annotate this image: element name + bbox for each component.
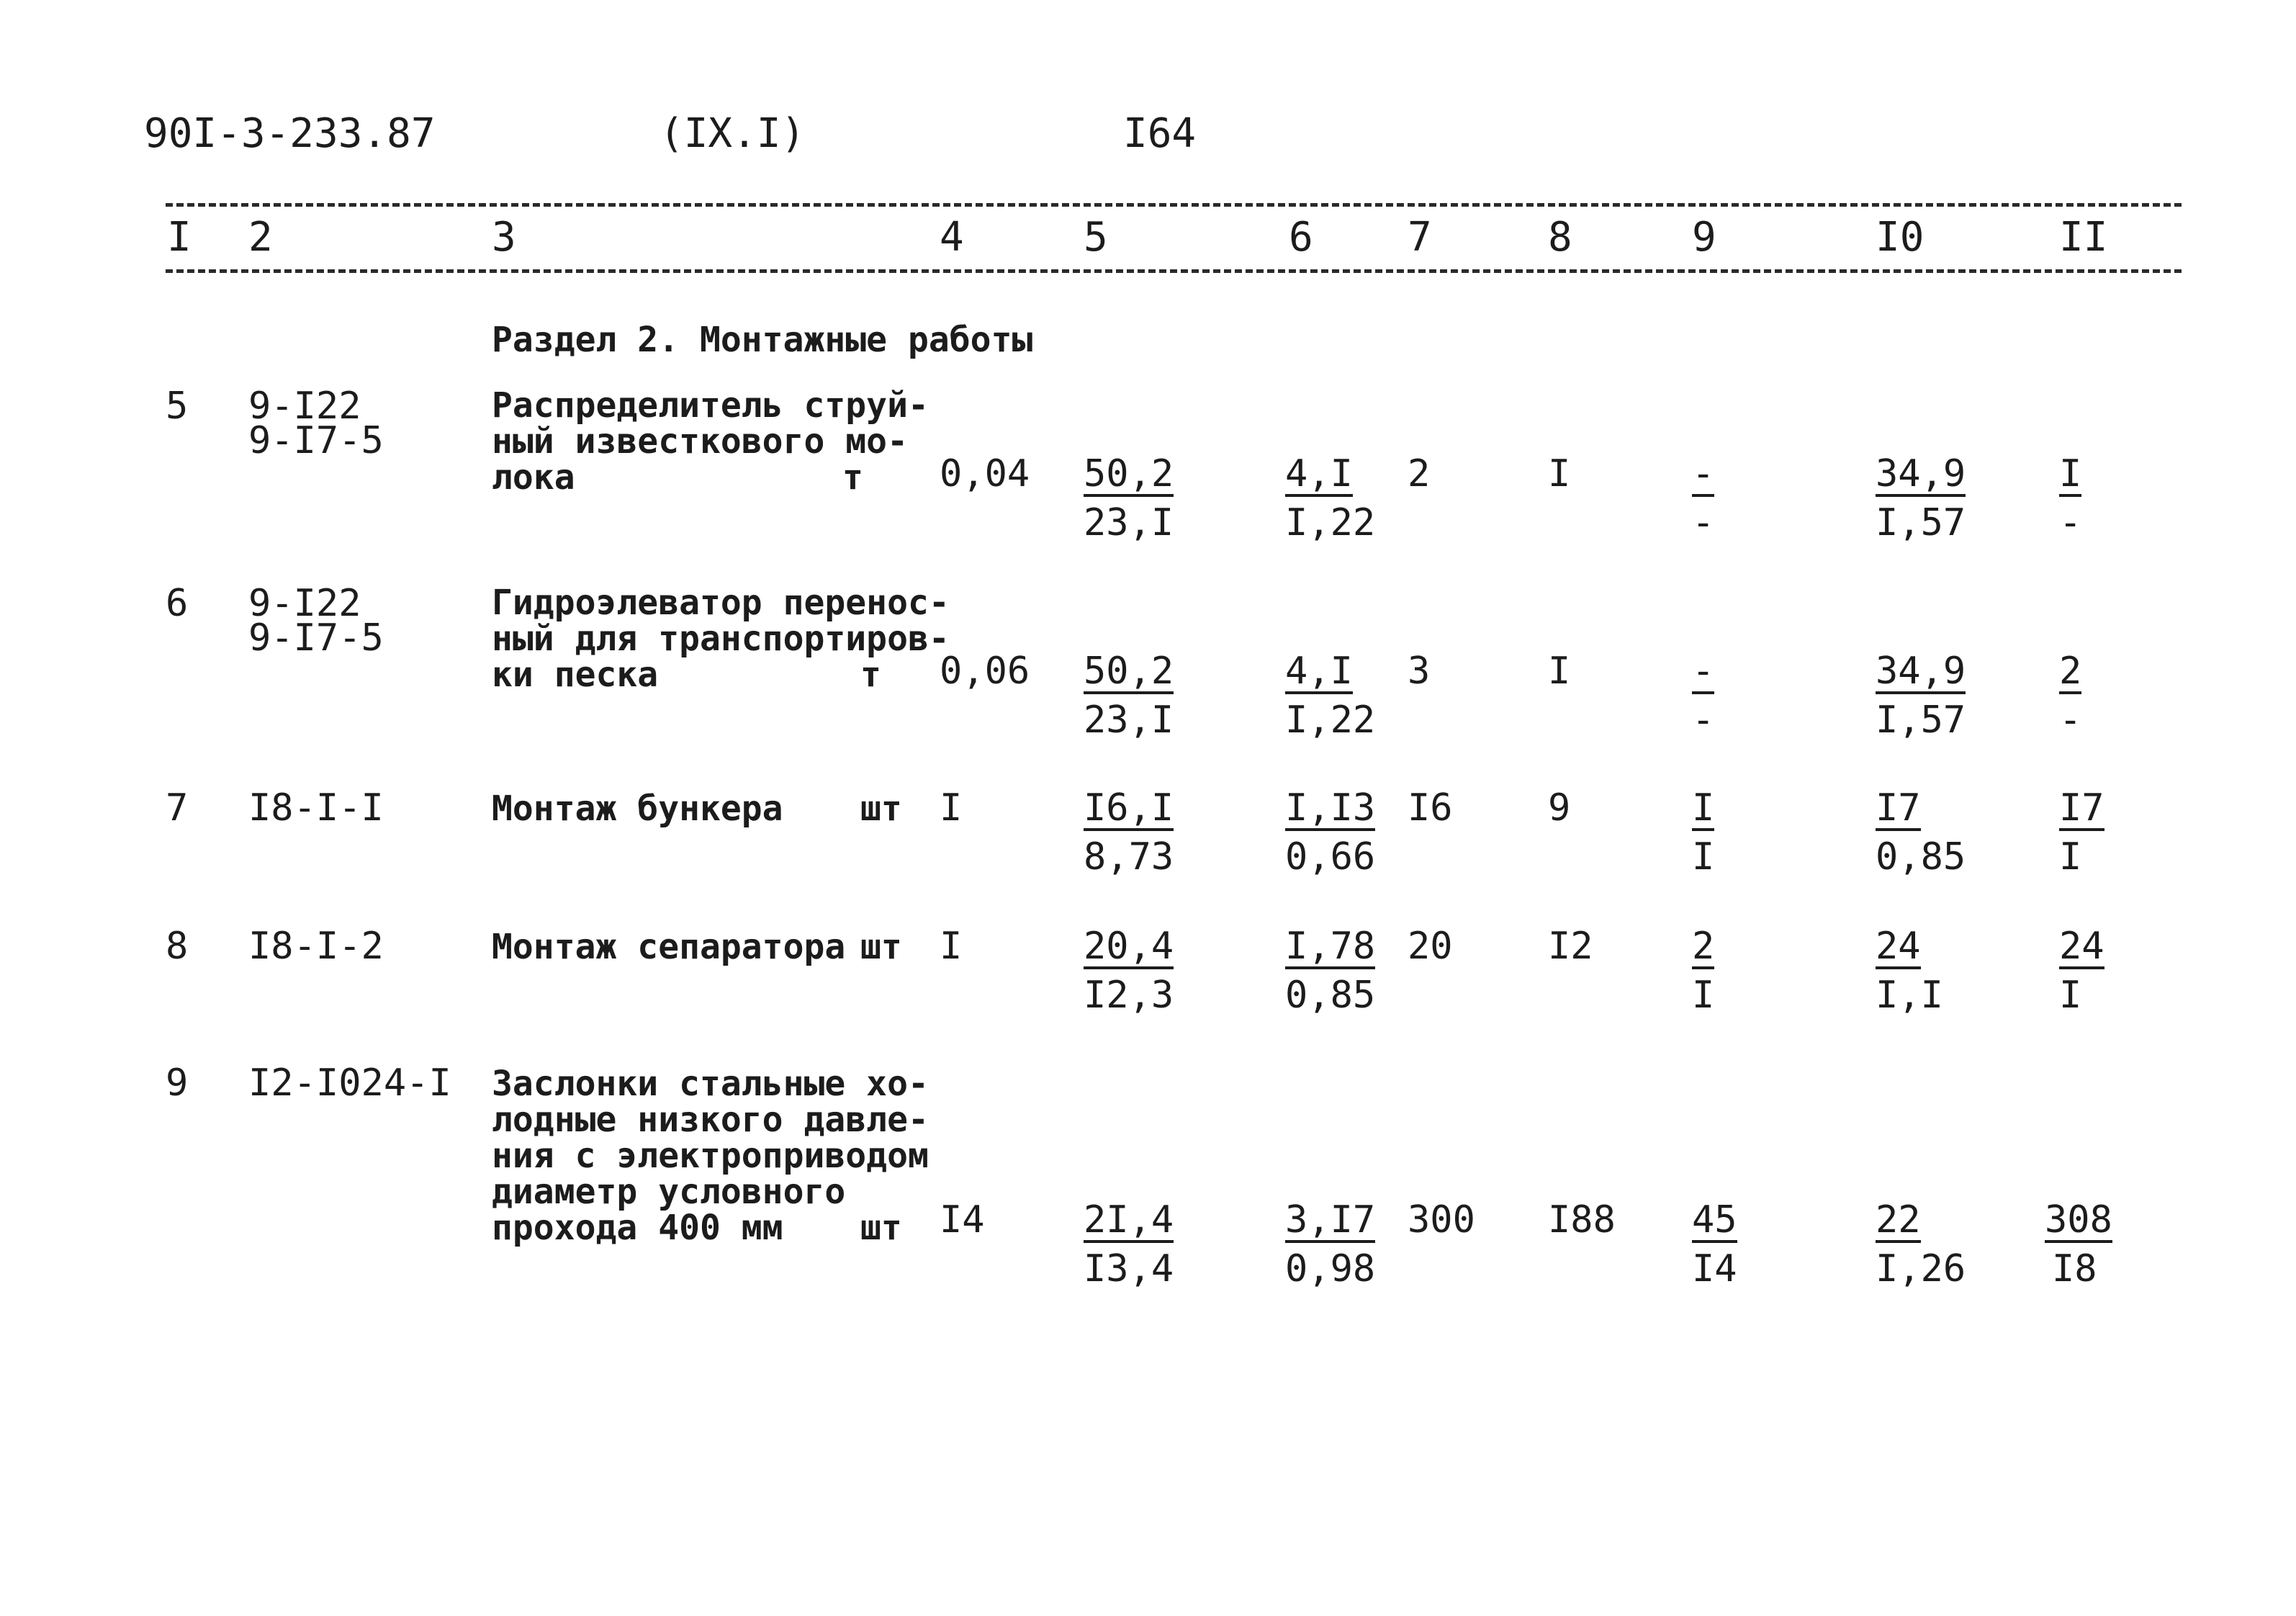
col11-bottom: - (2059, 699, 2082, 742)
work-description: Заслонки стальные хо- (492, 1064, 929, 1104)
work-description: прохода 400 мм (492, 1208, 783, 1248)
col6-bottom: 0,66 (1285, 835, 1376, 879)
col6-bottom: I,22 (1285, 501, 1376, 544)
row-number: 7 (166, 786, 189, 830)
work-description: ный для транспортиров- (492, 619, 950, 659)
row-number: 5 (166, 385, 189, 428)
col10-top: 24 (1876, 925, 1921, 968)
col10-top: 22 (1876, 1198, 1921, 1242)
quantity: I4 (940, 1198, 985, 1242)
col7: 300 (1408, 1198, 1475, 1242)
col11-top: 2 (2059, 650, 2082, 693)
col-header-7: 7 (1408, 214, 1432, 261)
col10-bottom: I,57 (1876, 501, 1966, 544)
unit: т (842, 457, 863, 498)
col5-bottom: 23,I (1084, 501, 1174, 544)
col5-bottom: 23,I (1084, 699, 1174, 742)
col10-bottom: I,26 (1876, 1247, 1966, 1290)
col8: I (1548, 650, 1571, 693)
page-number: I64 (1123, 110, 1197, 157)
work-description: лодные низкого давле- (492, 1100, 929, 1140)
col6-top: I,78 (1285, 925, 1376, 968)
work-description: ния с электроприводом (492, 1136, 929, 1176)
header-rule-top (166, 203, 2182, 207)
col6-top: 4,I (1285, 452, 1353, 495)
col-header-9: 9 (1692, 214, 1716, 261)
col5-top: 50,2 (1084, 452, 1174, 495)
row-number: 6 (166, 582, 189, 625)
col-header-10: I0 (1876, 214, 1924, 261)
col7: 2 (1408, 452, 1431, 495)
col9-top: I (1692, 786, 1715, 830)
norm-code: I8-I-2 (248, 925, 384, 968)
header-rule-bottom (166, 269, 2182, 273)
work-description: ный известкового мо- (492, 421, 908, 462)
quantity: I (940, 786, 963, 830)
col10-bottom: I,57 (1876, 699, 1966, 742)
work-description: Монтаж бункера (492, 789, 783, 829)
quantity: I (940, 925, 963, 968)
col-header-5: 5 (1084, 214, 1108, 261)
norm-code: I2-I024-I (248, 1061, 451, 1105)
work-description: диаметр условного (492, 1172, 846, 1212)
col9-bottom: I (1692, 974, 1715, 1017)
col9-top: - (1692, 452, 1715, 495)
col5-top: 50,2 (1084, 650, 1174, 693)
norm-code: 9-I22 (248, 582, 361, 625)
col11-top: I (2059, 452, 2082, 495)
col5-top: 2I,4 (1084, 1198, 1174, 1242)
norm-code: 9-I7-5 (248, 419, 384, 462)
col11-bottom: I (2059, 974, 2082, 1017)
col6-bottom: 0,85 (1285, 974, 1376, 1017)
work-description: Монтаж сепаратора (492, 927, 846, 967)
col9-top: - (1692, 650, 1715, 693)
col6-bottom: 0,98 (1285, 1247, 1376, 1290)
col9-bottom: I4 (1692, 1247, 1737, 1290)
col9-bottom: I (1692, 835, 1715, 879)
col7: 20 (1408, 925, 1453, 968)
section-title: Раздел 2. Монтажные работы (492, 320, 1033, 360)
col-header-6: 6 (1289, 214, 1313, 261)
col8: I (1548, 452, 1571, 495)
col5-bottom: I3,4 (1084, 1247, 1174, 1290)
col9-top: 45 (1692, 1198, 1737, 1242)
col-header-1: I (167, 214, 192, 261)
col11-bottom: I (2059, 835, 2082, 879)
col10-top: 34,9 (1876, 650, 1966, 693)
col10-top: 34,9 (1876, 452, 1966, 495)
col11-top: I7 (2059, 786, 2104, 830)
quantity: 0,04 (940, 452, 1030, 495)
col6-top: 3,I7 (1285, 1198, 1376, 1242)
col9-bottom: - (1692, 501, 1715, 544)
unit: т (860, 655, 881, 695)
col6-top: 4,I (1285, 650, 1353, 693)
col8: I88 (1548, 1198, 1616, 1242)
col5-top: I6,I (1084, 786, 1174, 830)
col-header-3: 3 (492, 214, 516, 261)
unit: шт (860, 927, 902, 967)
norm-code: 9-I7-5 (248, 616, 384, 660)
col-header-2: 2 (248, 214, 273, 261)
work-description: ки песка (492, 655, 659, 695)
col11-top: 24 (2059, 925, 2104, 968)
document-code: 90I-3-233.87 (144, 110, 436, 157)
col10-bottom: I,I (1876, 974, 1943, 1017)
col11-top: 308 (2045, 1198, 2112, 1242)
col5-bottom: 8,73 (1084, 835, 1174, 879)
col10-bottom: 0,85 (1876, 835, 1966, 879)
col5-bottom: I2,3 (1084, 974, 1174, 1017)
norm-code: 9-I22 (248, 385, 361, 428)
col8: 9 (1548, 786, 1571, 830)
col11-bottom: - (2059, 501, 2082, 544)
quantity: 0,06 (940, 650, 1030, 693)
col7: 3 (1408, 650, 1431, 693)
work-description: Распределитель струй- (492, 385, 929, 426)
col-header-11: II (2059, 214, 2108, 261)
row-number: 9 (166, 1061, 189, 1105)
section-code: (IX.I) (659, 110, 806, 157)
col5-top: 20,4 (1084, 925, 1174, 968)
col6-top: I,I3 (1285, 786, 1376, 830)
col6-bottom: I,22 (1285, 699, 1376, 742)
col9-top: 2 (1692, 925, 1715, 968)
col-header-8: 8 (1548, 214, 1572, 261)
norm-code: I8-I-I (248, 786, 384, 830)
row-number: 8 (166, 925, 189, 968)
col8: I2 (1548, 925, 1593, 968)
unit: шт (860, 789, 902, 829)
col10-top: I7 (1876, 786, 1921, 830)
unit: шт (860, 1208, 902, 1248)
work-description: лока (492, 457, 575, 498)
col7: I6 (1408, 786, 1453, 830)
col11-bottom: I8 (2052, 1247, 2097, 1290)
col9-bottom: - (1692, 699, 1715, 742)
col-header-4: 4 (940, 214, 964, 261)
work-description: Гидроэлеватор перенос- (492, 583, 950, 623)
